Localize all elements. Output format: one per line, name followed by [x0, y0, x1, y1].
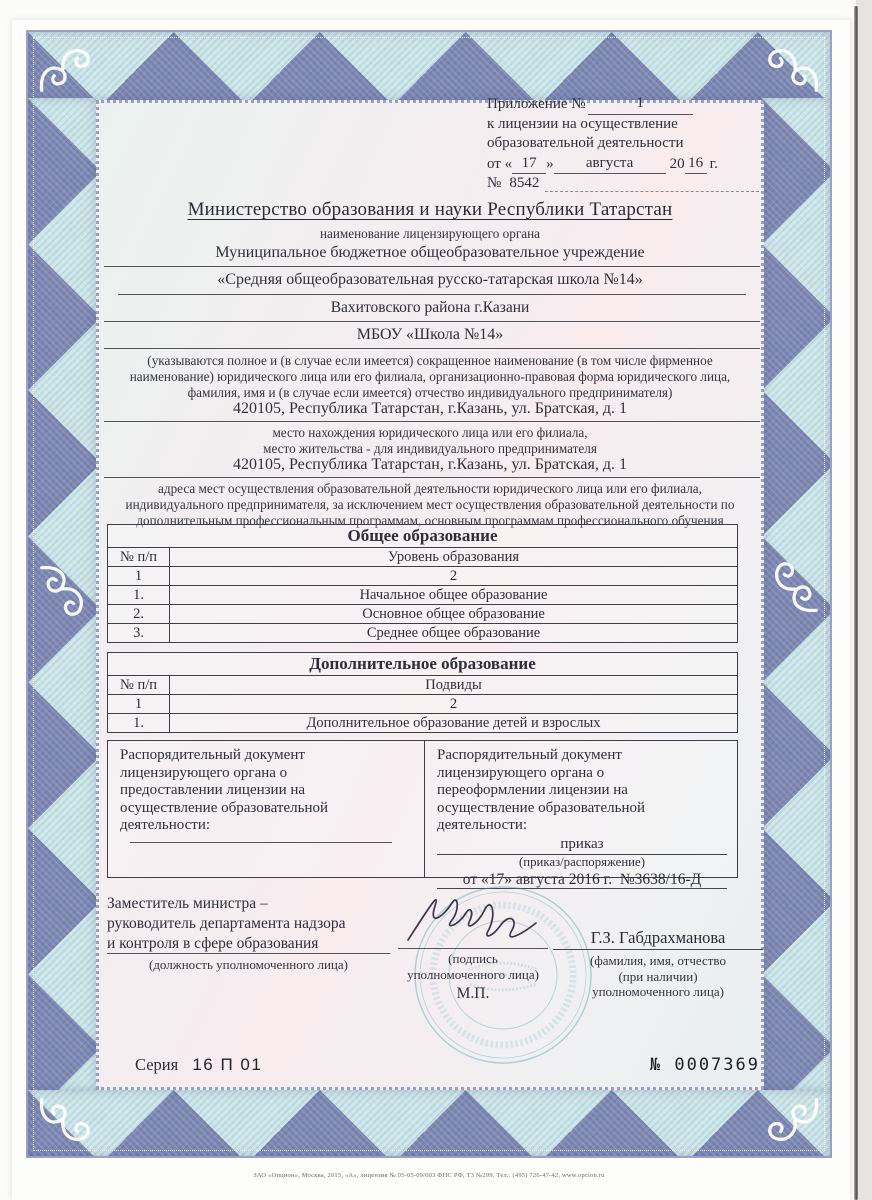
col-header-subtype: Подвиды: [170, 676, 738, 695]
col-header-num: № п/п: [108, 676, 170, 695]
row-value: Основное общее образование: [170, 605, 738, 624]
orders-box: [107, 740, 738, 888]
border-band-bottom: [28, 1090, 830, 1156]
license-date-day: 17: [512, 154, 546, 175]
signature-caption: [386, 951, 560, 982]
row-num: 2.: [108, 605, 170, 624]
row-num: 1.: [108, 714, 170, 733]
row-value: Начальное общее образование: [170, 586, 738, 605]
table-row: [108, 605, 738, 624]
org-type-line: Муниципальное бюджетное общеобразовательное учреждение: [215, 244, 645, 261]
table-row: [108, 586, 738, 605]
col-index: 2: [170, 695, 738, 714]
activity-address-line: 420105, Республика Татарстан, г.Казань, ул. Братская, д. 1: [232, 456, 628, 473]
signer-position-block: [107, 894, 392, 954]
grant-order-text: Распорядительный документ лицензирующего органа о предоставлении лицензии на осуществление образовательной деятельности:: [120, 747, 328, 834]
series-block: [135, 1055, 262, 1075]
scroll-ornament-icon: [34, 40, 92, 98]
license-date-century: 20: [669, 155, 685, 172]
scroll-ornament-icon: [766, 560, 824, 618]
org-name-line: «Средняя общеобразовательная русско-татарская школа №14»: [217, 271, 643, 288]
col-index: 2: [170, 567, 738, 586]
position-line2: руководитель департамента надзора: [107, 915, 346, 932]
rule-line: [104, 421, 760, 422]
scanner-background: [856, 0, 872, 1200]
scroll-ornament-icon: [34, 1092, 92, 1150]
handwritten-signature: [398, 884, 553, 950]
name-caption-line1: (фамилия, имя, отчество: [590, 953, 726, 968]
appendix-number-value: 1: [588, 94, 693, 115]
signature-caption-line2: уполномоченного лица): [407, 966, 539, 982]
rule-line: [118, 294, 746, 295]
license-date-close: »: [546, 155, 554, 172]
blank-form-number: № 0007369: [649, 1055, 760, 1075]
signature-caption-line1: (подпись: [448, 951, 498, 966]
general-education-table: [107, 524, 738, 643]
border-band-top: [28, 32, 830, 100]
series-value: 16 П 01: [192, 1055, 263, 1074]
printer-imprint-line: ЗАО «Опцион», Москва, 2015, «А», лицензия № 05-05-09/003 ФНС РФ, ТЗ №299. Тел.: (495) 726-47-42, www.opcion.ru: [253, 1172, 605, 1179]
row-num: 3.: [108, 624, 170, 643]
legal-address-caption2: место жительства - для индивидуального предпринимателя: [263, 441, 597, 456]
rule-line: [104, 266, 760, 267]
ministry-caption: наименование лицензирующего органа: [319, 226, 541, 241]
appendix-label: Приложение №: [487, 96, 586, 112]
activity-address-caption: адреса мест осуществления образовательной деятельности юридического лица или его филиала, индивидуального предпринимателя, за исключением мест осуществления образовательной деятельности по дополнительным профессиональным программам, основным программам профессионального обучения: [125, 481, 735, 528]
col-header-num: № п/п: [108, 548, 170, 567]
legal-address-line: 420105, Республика Татарстан, г.Казань, ул. Братская, д. 1: [232, 400, 628, 417]
reissue-doc-type: приказ: [437, 836, 727, 855]
scroll-ornament-icon: [34, 560, 92, 618]
appendix-line3: образовательной деятельности: [487, 135, 684, 151]
rule-line: [104, 477, 760, 478]
blank-dotted-line: [545, 191, 759, 192]
ministry-title: Министерство образования и науки Республики Татарстан: [187, 199, 673, 220]
license-date-suffix: г.: [709, 155, 718, 172]
blank-signature-line: [130, 842, 392, 843]
col-header-level: Уровень образования: [170, 548, 738, 567]
name-caption-line3: уполномоченного лица): [592, 984, 724, 999]
license-number-label: №: [487, 175, 502, 191]
paper-edge-shadow: [854, 6, 858, 1200]
table-title: Общее образование: [108, 525, 738, 548]
reissue-order-date: от «17» августа 2016 г. №3638/16-Д: [437, 871, 727, 890]
org-short-name-line: МБОУ «Школа №14»: [356, 326, 504, 343]
org-district-line: Вахитовского района г.Казани: [330, 299, 530, 316]
rule-line: [104, 348, 760, 349]
seal-place-mark: М.П.: [456, 985, 490, 1002]
position-line1: Заместитель министра –: [107, 895, 268, 912]
appendix-reference-block: [487, 94, 759, 194]
appendix-line2: к лицензии на осуществление: [487, 115, 678, 132]
row-num: 1.: [108, 586, 170, 605]
org-caption: (указываются полное и (в случае если имеется) сокращенное наименование (в том числе фирменное наименование) юридического лица или его филиала, организационно-правовая форма юридического лица, фамилия, имя и (в случае если имеется) отчество индивидуального предпринимателя): [129, 353, 731, 400]
license-date-month: августа: [554, 154, 666, 175]
col-index: 1: [108, 695, 170, 714]
reissue-order-cell: [425, 741, 737, 888]
signature-underline: [398, 948, 548, 949]
name-caption-line2: (при наличии): [618, 968, 698, 984]
scroll-ornament-icon: [766, 1092, 824, 1150]
license-date-year: 16: [685, 154, 707, 175]
reissue-doc-caption: (приказ/распоряжение): [519, 854, 645, 869]
row-value: Среднее общее образование: [170, 624, 738, 643]
position-caption: (должность уполномоченного лица): [148, 957, 348, 972]
position-underline: [107, 953, 390, 954]
scroll-ornament-icon: [766, 40, 824, 98]
series-label: Серия: [135, 1055, 179, 1074]
license-date-prefix: от «: [487, 155, 513, 172]
grant-order-cell: [108, 741, 425, 877]
table-title: Дополнительное образование: [108, 653, 738, 676]
col-index: 1: [108, 567, 170, 586]
legal-address-caption1: место нахождения юридического лица или его филиала,: [272, 425, 588, 440]
position-line3: и контроля в сфере образования: [107, 935, 319, 952]
reissue-order-text: Распорядительный документ лицензирующего органа о переоформлении лицензии на осуществление образовательной деятельности:: [437, 747, 645, 834]
additional-education-table: [107, 652, 738, 733]
signer-name: Г.З. Габдрахманова: [553, 928, 763, 950]
table-row: [108, 624, 738, 643]
table-row: [108, 714, 738, 733]
signer-name-block: [553, 928, 763, 1000]
row-value: Дополнительное образование детей и взрослых: [170, 714, 738, 733]
rule-line: [104, 321, 760, 322]
license-number-value: 8542: [509, 175, 540, 191]
